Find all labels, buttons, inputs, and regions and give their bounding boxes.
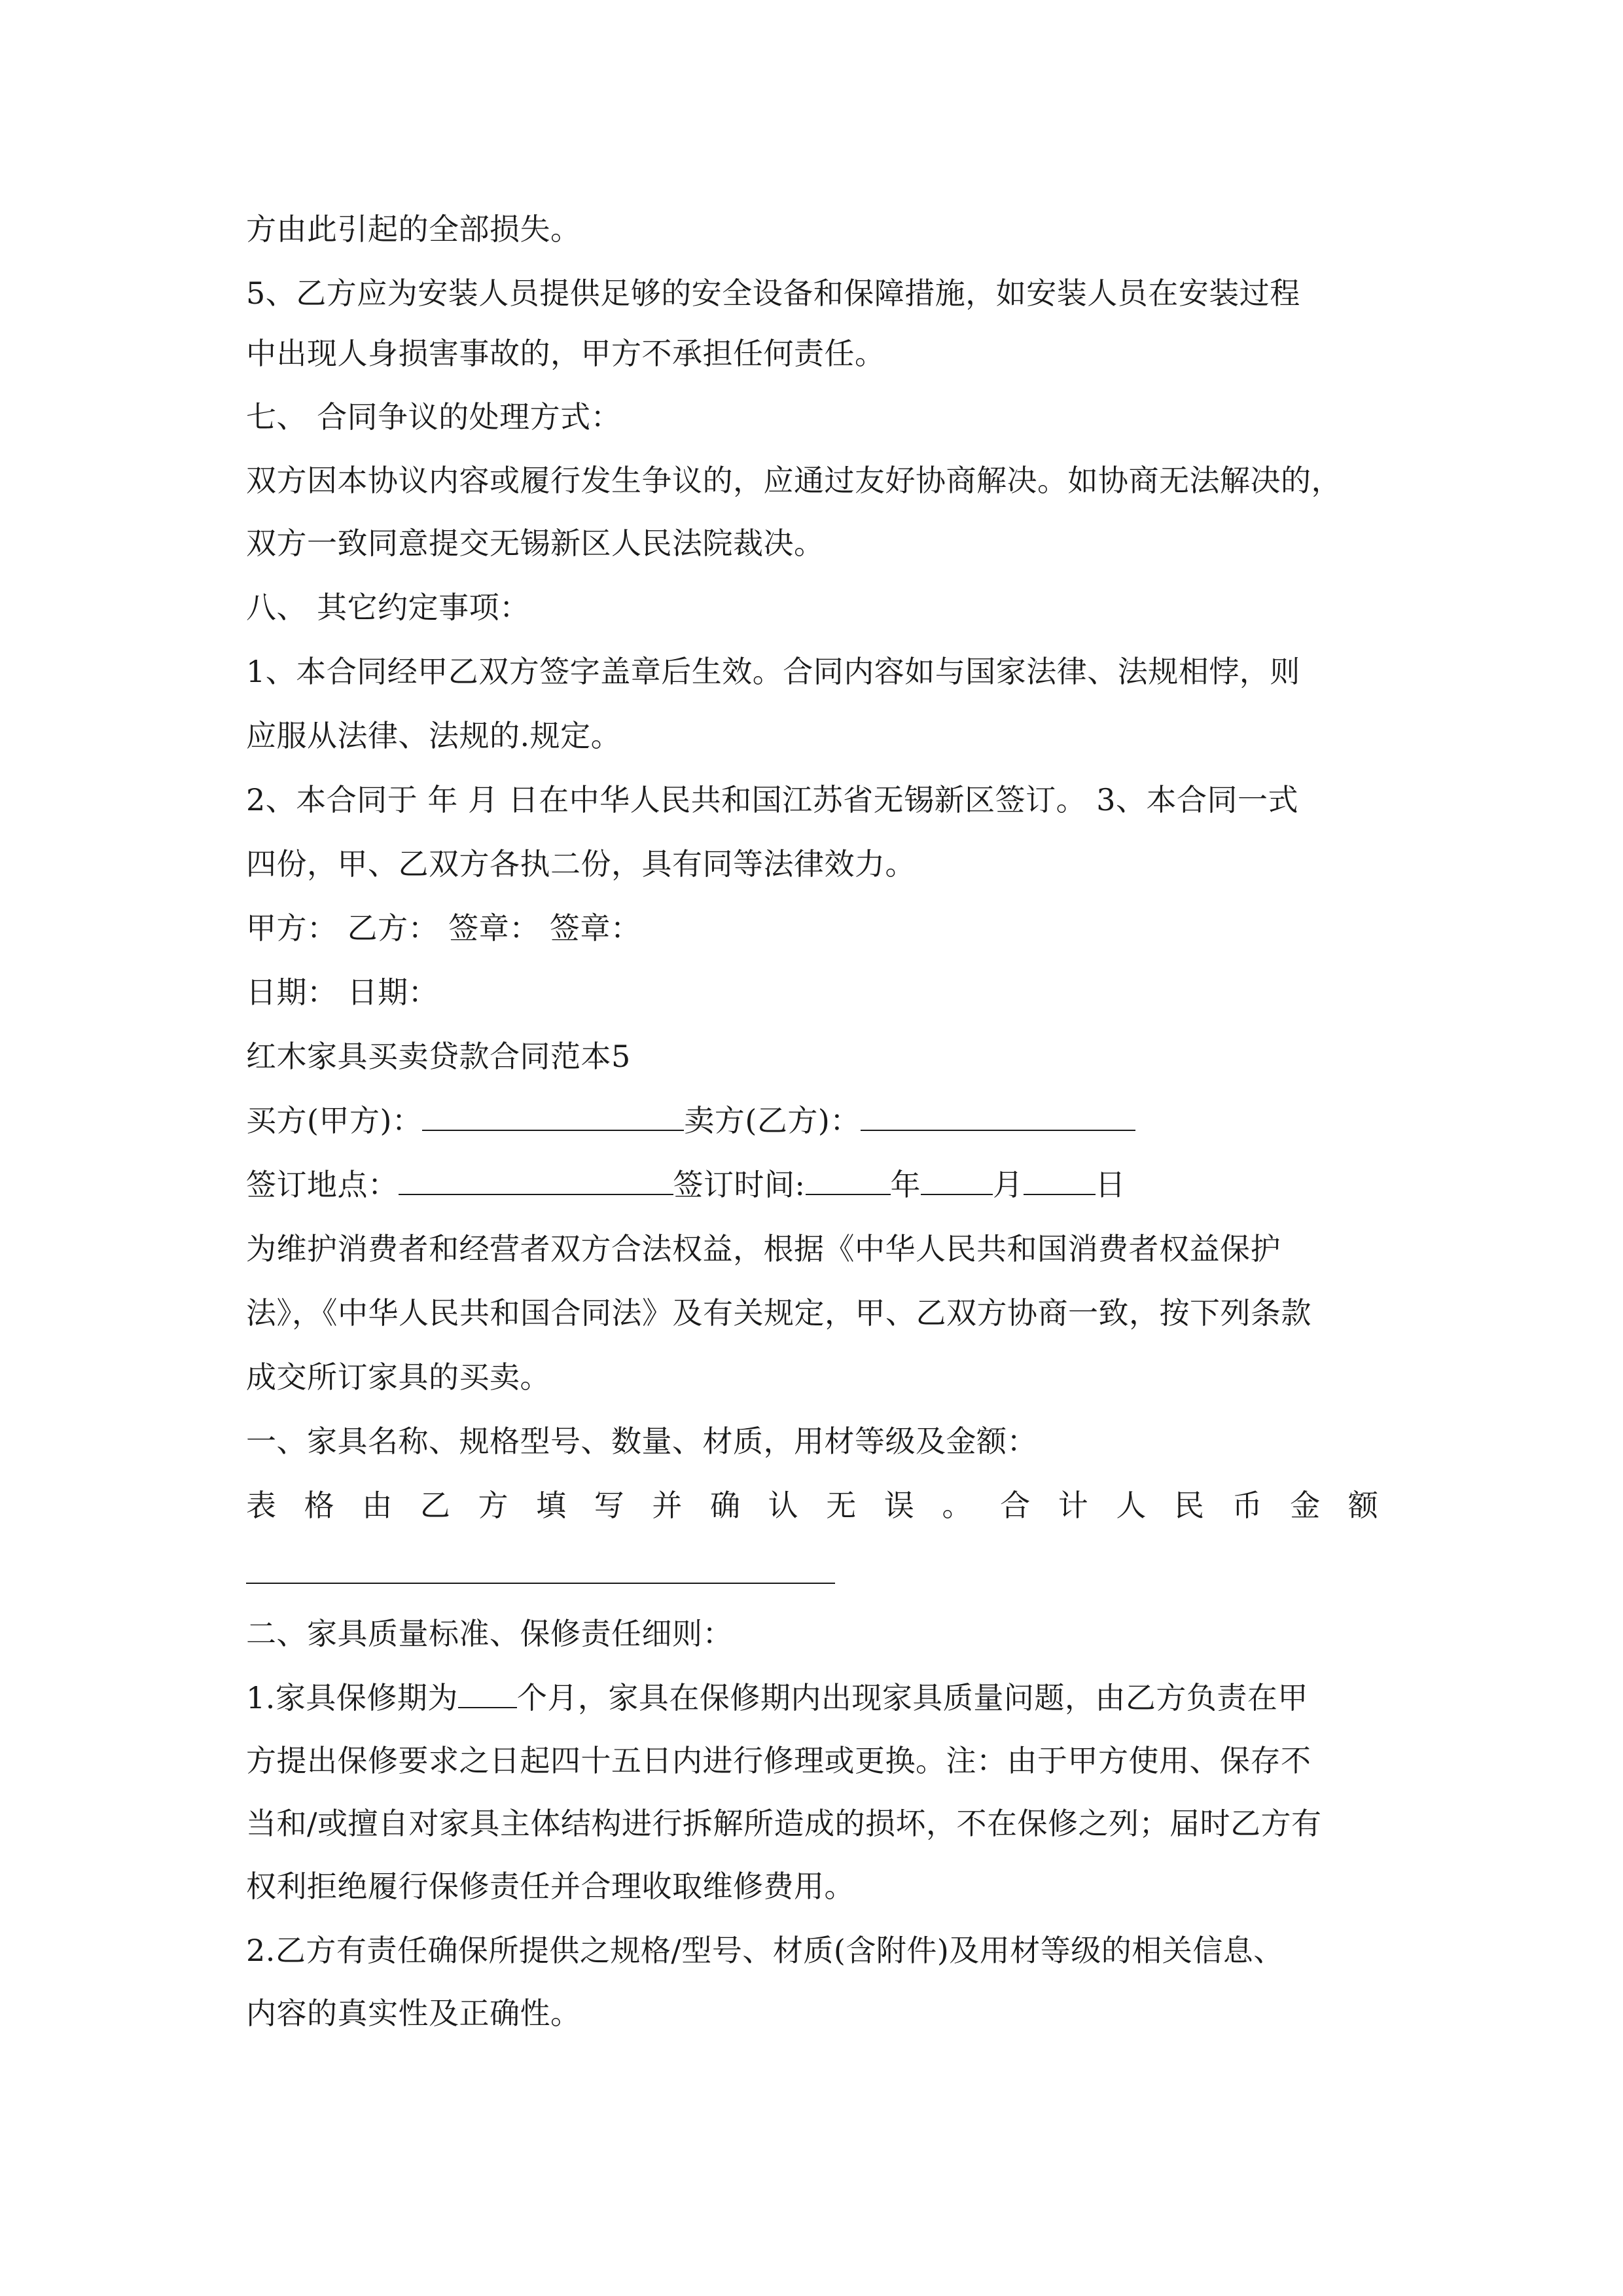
day-label: 日: [1095, 1167, 1126, 1202]
place-blank: [399, 1165, 673, 1195]
year-blank: [806, 1165, 891, 1195]
parties-line: [246, 1101, 1135, 1140]
month-blank: [921, 1165, 993, 1195]
text-line-2: 5、乙方应为安装人员提供足够的安全设备和保障措施，如安装人员在安装过程: [246, 276, 1300, 311]
char: 由: [362, 1488, 393, 1523]
char: 币: [1232, 1488, 1262, 1523]
char: 认: [768, 1488, 798, 1523]
char: 写: [594, 1488, 624, 1523]
amount-blank-line: [246, 1583, 835, 1584]
text-line-3: 中出现人身损害事故的，甲方不承担任何责任。: [246, 336, 885, 371]
char: 乙: [419, 1488, 450, 1523]
char: 金: [1290, 1488, 1321, 1523]
contract-title: 红木家具买卖贷款合同范本5: [246, 1039, 631, 1074]
section-heading-7: 七、 合同争议的处理方式：: [246, 399, 622, 435]
text-line-26: 权利拒绝履行保修责任并合理收取维修费用。: [246, 1869, 855, 1904]
text-line-9: 应服从法律、法规的.规定。: [246, 718, 622, 753]
text-line-24: 方提出保修要求之日起四十五日内进行修理或更换。注：由于甲方使用、保存不: [246, 1743, 1311, 1778]
char: 。: [942, 1488, 972, 1523]
char: 误: [883, 1488, 914, 1523]
char: 并: [652, 1488, 683, 1523]
warranty-pre: 1.家具保修期为: [246, 1680, 458, 1715]
place-label: 签订地点：: [246, 1167, 399, 1202]
char: 方: [478, 1488, 508, 1523]
section-heading-2: 二、家具质量标准、保修责任细则：: [246, 1616, 733, 1651]
char: 格: [304, 1488, 334, 1523]
signing-line: [246, 1165, 1126, 1204]
char: 无: [826, 1488, 857, 1523]
date-labels: 日期： 日期：: [246, 975, 439, 1010]
char: 确: [710, 1488, 740, 1523]
warranty-line: [246, 1678, 1308, 1717]
seller-label: 卖方(乙方)：: [684, 1103, 861, 1138]
text-line-25: 当和/或擅自对家具主体结构进行拆解所造成的损坏，不在保修之列；届时乙方有: [246, 1806, 1322, 1841]
text-line-8: 1、本合同经甲乙双方签字盖章后生效。合同内容如与国家法律、法规相悖，则: [246, 654, 1300, 689]
text-line-6: 双方一致同意提交无锡新区人民法院裁决。: [246, 526, 825, 561]
text-line-5: 双方因本协议内容或履行发生争议的，应通过友好协商解决。如协商无法解决的，: [246, 463, 1342, 498]
text-line-28: 内容的真实性及正确性。: [246, 1996, 581, 2031]
day-blank: [1024, 1165, 1096, 1195]
char: 人: [1116, 1488, 1147, 1523]
warranty-post: 个月，家具在保修期内出现家具质量问题，由乙方负责在甲: [516, 1680, 1308, 1715]
text-line-17: 为维护消费者和经营者双方合法权益，根据《中华人民共和国消费者权益保护: [246, 1231, 1281, 1266]
section-heading-1: 一、家具名称、规格型号、数量、材质，用材等级及金额：: [246, 1424, 1037, 1459]
char: 表: [246, 1488, 276, 1523]
section-heading-8: 八、 其它约定事项：: [246, 590, 530, 625]
char: 合: [1000, 1488, 1031, 1523]
char: 民: [1174, 1488, 1204, 1523]
text-line-18: 法》，《中华人民共和国合同法》及有关规定，甲、乙双方协商一致，按下列条款: [246, 1295, 1311, 1331]
seller-blank: [861, 1101, 1135, 1131]
char: 额: [1347, 1488, 1378, 1523]
text-line-27: 2.乙方有责任确保所提供之规格/型号、材质(含附件)及用材等级的相关信息、: [246, 1933, 1284, 1968]
char: 填: [536, 1488, 567, 1523]
buyer-label: 买方(甲方)：: [246, 1103, 423, 1138]
char: 计: [1058, 1488, 1088, 1523]
buyer-blank: [422, 1101, 684, 1131]
text-line-19: 成交所订家具的买卖。: [246, 1359, 550, 1395]
signature-labels: 甲方： 乙方： 签章： 签章：: [246, 910, 641, 946]
month-label: 月: [993, 1167, 1024, 1202]
year-label: 年: [890, 1167, 921, 1202]
text-line-1: 方由此引起的全部损失。: [246, 211, 581, 247]
text-line-11: 四份，甲、乙双方各执二份，具有同等法律效力。: [246, 846, 916, 882]
justified-line-total: [246, 1486, 1378, 1525]
time-label: 签订时间:: [673, 1167, 806, 1202]
warranty-months-blank: [458, 1678, 517, 1708]
text-line-10: 2、本合同于 年 月 日在中华人民共和国江苏省无锡新区签订。 3、本合同一式: [246, 782, 1299, 817]
